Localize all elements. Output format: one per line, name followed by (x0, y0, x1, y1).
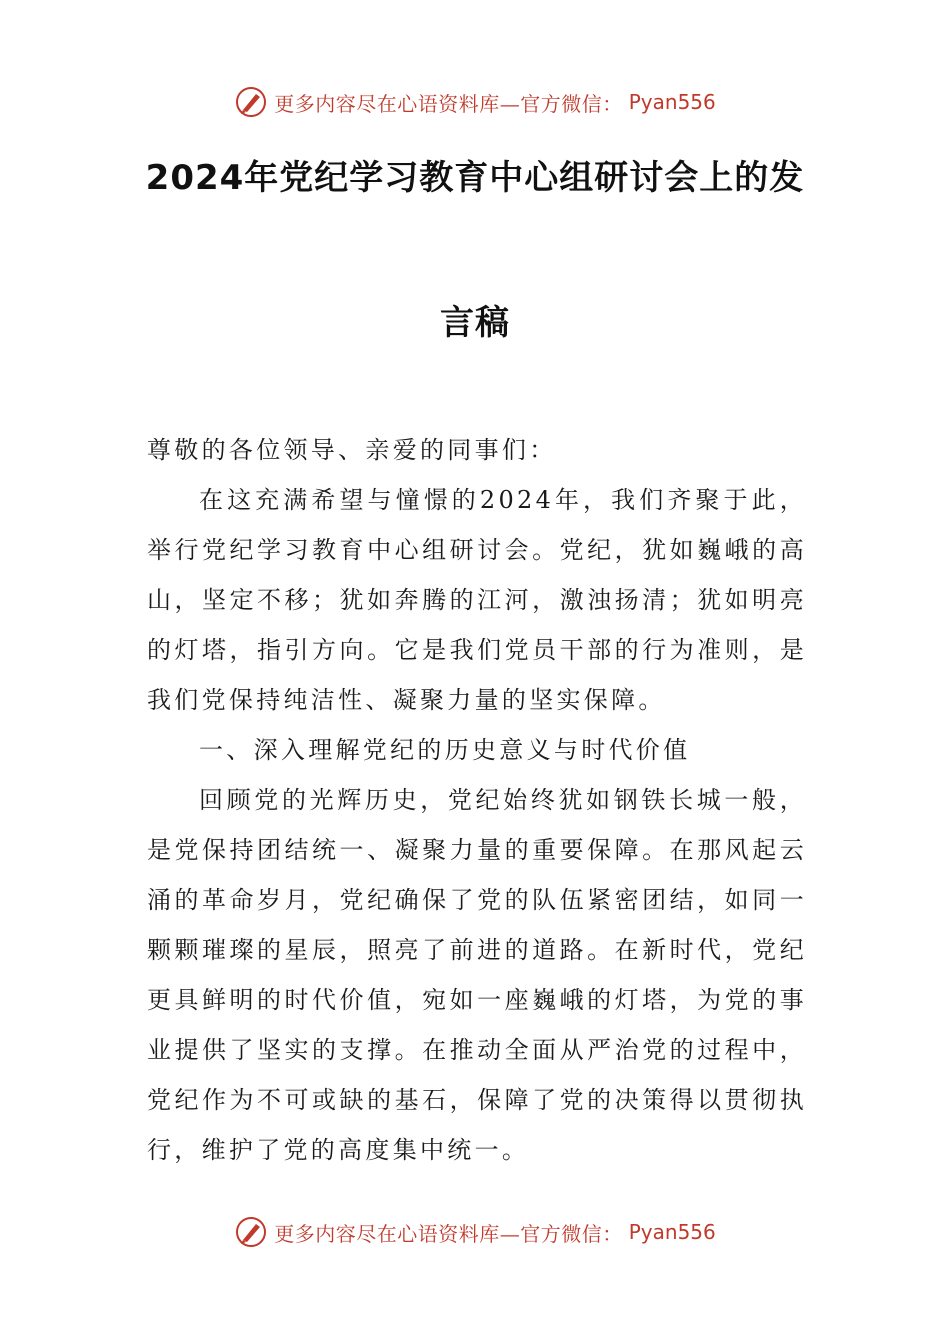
pen-nib-logo-icon (234, 85, 268, 119)
watermark-banner-top (0, 82, 950, 122)
watermark-text: 更多内容尽在心语资料库—官方微信： (274, 1221, 623, 1246)
paragraph-history: 回顾党的光辉历史，党纪始终犹如钢铁长城一般，是党保持团结统一、凝聚力量的重要保障。在那风起云涌的革命岁月，党纪确保了党的队伍紧密团结，如同一颗颗璀璨的星辰，照亮了前进的道路。在新时代，党纪更具鲜明的时代价值，宛如一座巍峨的灯塔，为党的事业提供了坚实的支撑。在推动全面从严治党的过程中，党纪作为不可或缺的基石，保障了党的决策得以贯彻执行，维护了党的高度集中统一。 (147, 786, 807, 1164)
watermark-banner-bottom (0, 1212, 950, 1252)
document-body (147, 425, 807, 1175)
paragraph-intro: 在这充满希望与憧憬的2024年，我们齐聚于此，举行党纪学习教育中心组研讨会。党纪，犹如巍峨的高山，坚定不移；犹如奔腾的江河，激浊扬清；犹如明亮的灯塔，指引方向。它是我们党员干部的行为准则，是我们党保持纯洁性、凝聚力量的坚实保障。 (147, 486, 807, 714)
watermark-wechat: Pyan556 (628, 90, 716, 114)
pen-nib-logo-icon (234, 1215, 268, 1249)
watermark-wechat: Pyan556 (628, 1220, 716, 1244)
watermark-text: 更多内容尽在心语资料库—官方微信： (274, 91, 623, 116)
document-title-line2: 言稿 (440, 303, 510, 343)
greeting: 尊敬的各位领导、亲爱的同事们： (147, 436, 557, 464)
section-heading-1: 一、深入理解党纪的历史意义与时代价值 (199, 736, 691, 764)
document-title-line1: 2024年党纪学习教育中心组研讨会上的发 (145, 158, 805, 198)
